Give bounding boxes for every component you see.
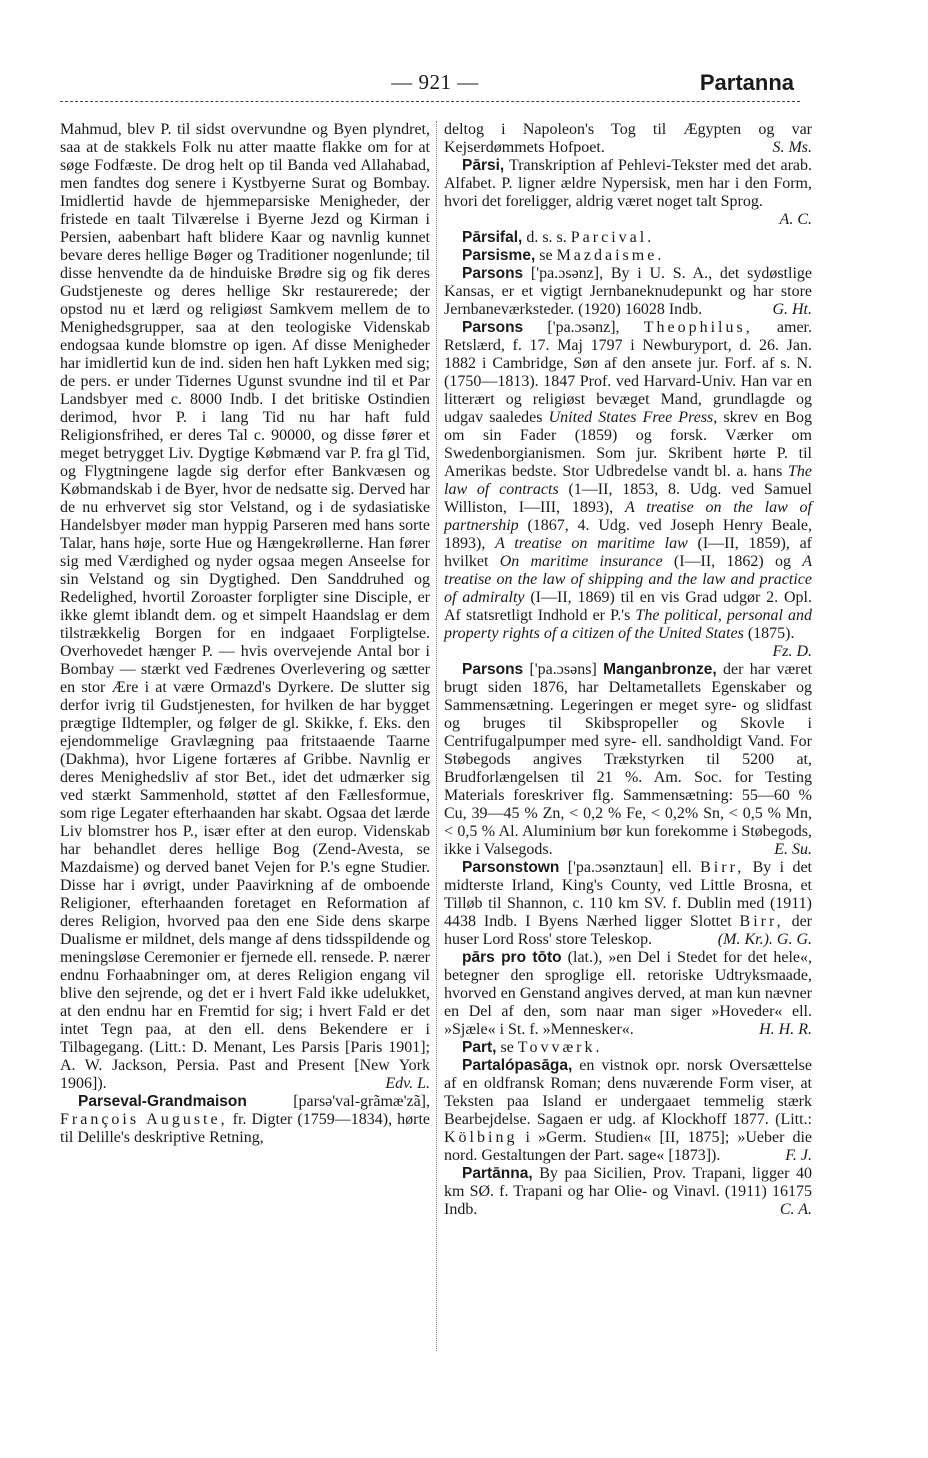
continuation-text: Mahmud, blev P. til sidst overvundne og Byen plyndret, saa at de stakkels Folk nu atter maatte flakke om for at søge Fodfæste. De drog helt op til Banda ved Allahabad, men fandtes dog senere i Kystbyerne Surat og Bombay. Imidlertid havde de hjemmeparsiske Menigheder, der fristede en taalt Tilværelse i Byerne Jezd og Kirman i Persien, aabenbart haft blidere Kaar og navnlig kunnet bevare deres hellige Bøger og Traditioner nogenlunde; til disse henvendte da de hinduiske Brødre sig og fik deres Gudstjeneste og deres hellige Skr restaurerede; der opstod nu et lærd og religiøst Samkvem mellem de to Menighedsgrupper, saa at den teologiske Videnskab endogsaa kunde blomstre op igen. Af disse Menigheder har imidlertid kun de ind. siden hen haft Lykken med sig; de pers. er under Tidernes Ugunst svundne ind til et Par Landsbyer med c. 8000 Indb. I det britiske Ostindien derimod, hvor P. i lang Tid nu har haft fuld Religionsfrihed, er deres Tal c. 90000, og disse fører et meget betrygget Liv. Dygtige Købmænd var P. fra gl Tid, og Flygtningene lagde sig derfor efter Bankvæsen og Købmandskab i de Byer, hvor de nedsatte sig. Derved har de nu erhvervet sig stor Velstand, og i de sydasiatiske Handelsbyer møder man hyppig Parseren med hans sorte Talar, hans høje, sorte Hue og Hængekrøllerne. Han fører sig med Værdighed og nyder ogsaa megen Anseelse for sin Velstand og sin Dygtighed. Den Sanddruhed og Redelighed, hvortil Zoroaster forpligter sine Disciple, er ikke glemt iblandt dem. og et simpelt Haandslag er dem tilstrækkelig Borgen for en indgaaet Forpligtelse. Overhovedet hænger P. — hvis overvejende Antal bor i Bombay — stærkt ved Fædrenes Overlevering og sætter en stor Ære i at være Ormazd's Dyrkere. De slutter sig derfor ivrig til Gudstjenesten, for hvilken de har bygget prægtige Ildtempler, og følger de gl. Skikke, f. Eks. den ejendommelige Gravlægning paa fritstaaende Taarne (Dakhma), hvor Ligene fortæres af Gribbe. Navnlig er deres Menighedsliv af stor Bet., idet det udmærker sig ved stærkt Sammenhold, støttet af den Fællesformue, som rige Legater efterhaanden har skabt. Ogsaa det lærde Liv blomstrer hos P., især efter at den europ. Videnskab har behandlet deres hellige Bog (Zend-Avesta, se Mazdaisme) og derved banet Vejen for P.'s egne Studier. Disse har i øvrigt, under Paavirkning af de omboende Religioner, efterhaanden foretaget en Reformation af deres Religion, hvorved paa den ene Side dens skarpe Dualisme er mildnet, dels mange af dens tidsspildende og meningsløse Ceremonier er fjernede ell. rensede. P. nærer endnu Forhaabninger om, at deres Religion engang vil blive den sejrende, og det er i hvert Fald ikke udelukket, at den endnu har en Fremtid for sig; i hvert Fald er det intet Tegn paa, at den ell. dens Bekendere er i Tilbagegang. (Litt.: D. Menant, Les Parsis [Paris 1901]; A. W. Jackson, Persia. Past and Present [New York 1906]). <box>60 121 430 1092</box>
entry-parsi <box>444 157 812 228</box>
page-number: — 921 — <box>391 70 479 94</box>
author-signature: S. Ms. <box>772 139 812 156</box>
person-name: François Auguste, <box>60 1111 228 1128</box>
entry-text: (lat.), »en Del i Stedet for det hele«, betegner den sproglige ell. retoriske Udtryksmaade, hvorved en Genstand angives derved, at man kun nævner en Del af den, som naar man siger »Hoveder« ell. »Sjæle« i St. f. »Mennesker«. <box>444 949 812 1038</box>
author-signature: C. A. <box>779 1201 812 1218</box>
cross-reference: Tovværk. <box>517 1039 603 1056</box>
entry-text: se <box>539 247 553 264</box>
headword: Parsisme, <box>462 247 536 264</box>
work-title: United States Free Press, <box>548 409 718 426</box>
entry-partalopasaga: Partalópasāga, en vistnok opr. norsk Oversættelse af en oldfransk Roman; dens nuværende Form viser, at Teksten paa Island er undergaaet temmelig stærk Bearbejdelse. Sagaen er udg. af Klockhoff 1877. (Litt.: Kölbing i »Germ. Studien« [II, 1875]; »Ueber die nord. Gestaltungen der Part. sage« [1873]). F. J. <box>444 1057 813 1164</box>
continuation-text: deltog i Napoleon's Tog til Ægypten og var Kejserdømmets Hofpoet. <box>444 121 812 156</box>
entry-pars-pro-toto <box>444 949 812 1039</box>
cross-reference: Mazdaisme. <box>556 247 665 264</box>
continuation-entry <box>60 121 430 1093</box>
entry-partanna <box>444 1165 812 1219</box>
left-column <box>60 121 430 1147</box>
headword: Manganbronze, <box>603 661 717 678</box>
headword: Part, <box>462 1039 497 1056</box>
headword: pārs pro tōto <box>462 949 562 966</box>
work-title: A treatise on the law of shipping and the law and practice of admiralty <box>444 553 813 606</box>
right-column <box>444 121 812 1219</box>
entry-parsisme <box>444 247 812 265</box>
page-header <box>0 66 928 100</box>
author-signature: (M. Kr.). G. G. <box>717 931 812 948</box>
entry-parsonstown: Parsonstown ['pa.ɔsənztaun] ell. Birr, By i det midterste Irland, King's County, ved Little Brosna, et Tilløb til Shannon, c. 110 km SV. f. Dublin med (1911) 4438 Indb. I Byens Nærhed ligger Slottet Birr, der huser Lord Ross' store Teleskop. (M. Kr.). G. G. <box>444 859 813 948</box>
pronunciation: ['pa.ɔsənztaun] <box>567 859 664 876</box>
column-divider <box>436 121 437 1351</box>
author-signature: E. Su. <box>774 841 812 858</box>
running-head: Partanna <box>699 70 794 95</box>
entry-parsifal <box>444 229 812 247</box>
pronunciation: ['pa.ɔsənz], <box>547 319 620 336</box>
author-signature: A. C. <box>779 211 812 228</box>
entry-text: se <box>500 1039 514 1056</box>
pronunciation: [parsə'val-grãmæ'zã], <box>293 1093 430 1110</box>
entry-text: fr. Digter (1759—1834), hørte til Delille's deskriptive Retning, <box>60 1111 431 1146</box>
pronunciation: ['pa.ɔsəns] <box>529 661 597 678</box>
work-title: A treatise on the law of partnership <box>444 499 812 534</box>
header-rule <box>60 101 800 102</box>
work-title: The political, personal and property rights of a citizen of the United States <box>444 607 813 642</box>
author-signature: G. Ht. <box>772 301 812 318</box>
person-name: Theophilus, <box>643 319 753 336</box>
author-signature: F. J. <box>785 1147 812 1164</box>
entry-part <box>444 1039 812 1057</box>
author-signature: Fz. D. <box>772 643 812 660</box>
headword: Partalópasāga, <box>462 1057 573 1074</box>
cross-reference: Parcival. <box>570 229 655 246</box>
author-signature: Edv. L. <box>385 1075 430 1092</box>
work-title: The law of contracts <box>444 463 813 498</box>
entry-parsons-theophilus: Parsons ['pa.ɔsənz], Theophilus, amer. Retslærd, f. 17. Maj 1797 i Newburyport, d. 26. Jan. 1882 i Cambridge, Søn af den ansete jur. Forf. af s. N. (1750—1813). 1847 Prof. ved Harvard-Univ. Han var en litterært og religiøst bevæget Mand, grundlagde og udgav saaledes United States Free Press, skrev en Bog om sin Fader (1859) og forsk. Værker om Swedenborgianismen. Som jur. Skribent hørte P. til Amerikas bedste. Stor Udbredelse vandt bl. a. hans The law of contracts (1—II, 1853, 8. Udg. ved Samuel Williston, I—III, 1893), A treatise on the law of partnership (1867, 4. Udg. ved Joseph Henry Beale, 1893), A treatise on maritime law (I—II, 1859), af hvilket On maritime insurance (I—II, 1862) og A treatise on the law of shipping and the law and practice of admiralty (I—II, 1869) til en vis Grad udgør 2. Opl. Af statsretligt Indhold er P.'s The political, personal and property rights of a citizen of the United States (1875). Fz. D. <box>444 319 813 660</box>
work-title: On maritime insurance <box>499 553 663 570</box>
headword: Pārsi, <box>462 157 505 174</box>
cross-reference: Birr, <box>700 859 745 876</box>
entry-parseval-grandmaison <box>60 1093 430 1147</box>
cross-reference: Kölbing <box>444 1129 518 1146</box>
entry-parsons-town <box>444 265 812 319</box>
entry-parsons-manganbronze <box>444 661 812 859</box>
headword: Parsons <box>462 265 524 282</box>
headword: Partānna, <box>462 1165 533 1182</box>
continuation-entry <box>444 121 812 157</box>
entry-text: ['pa.ɔsənz], By i U. S. A., det sydøstlige Kansas, er et vigtigt Jernbaneknudepunkt og har store Jernbaneværksteder. (1920) 16028 Indb. <box>444 265 812 318</box>
entry-text: By paa Sicilien, Prov. Trapani, ligger 40 km SØ. f. Trapani og har Olie- og Vinavl. (1911) 16175 Indb. <box>444 1165 813 1218</box>
headword: Parsons <box>462 319 524 336</box>
entry-text: der har været brugt siden 1876, har Deltametallets Egenskaber og Sammensætning. Legeringen er meget syre- og slidfast og bruges til Skibspropeller og Skovle i Centrifugalpumper med syre- ell. sandholdigt Vand. For Støbegods angives Trækstyrken til 5200 at, Brudforlængelsen til 21 %. Am. Soc. for Testing Materials foreskriver flg. Sammensætning: 55—60 % Cu, 39—45 % Zn, < 0,2 % Fe, < 0,2% Sn, < 0,5 % Mn, < 0,5 % Al. Aluminium bør kun forekomme i Støbegods, ikke i Valsegods. <box>444 661 813 858</box>
headword: Pārsifal, <box>462 229 523 246</box>
entry-text: d. s. s. <box>526 229 567 246</box>
headword: Parsons <box>462 661 524 678</box>
work-title: A treatise on maritime law <box>495 535 688 552</box>
entry-text: Transkription af Pehlevi-Tekster med det arab. Alfabet. P. ligner ældre Nypersisk, men har i den Form, hvori det foreligger, aldrig været noget talt Sprog. <box>444 157 812 210</box>
author-signature: H. H. R. <box>759 1021 812 1038</box>
headword: Parseval-Grandmaison <box>78 1093 247 1110</box>
cross-reference: Birr, <box>739 913 784 930</box>
headword: Parsonstown <box>462 859 560 876</box>
